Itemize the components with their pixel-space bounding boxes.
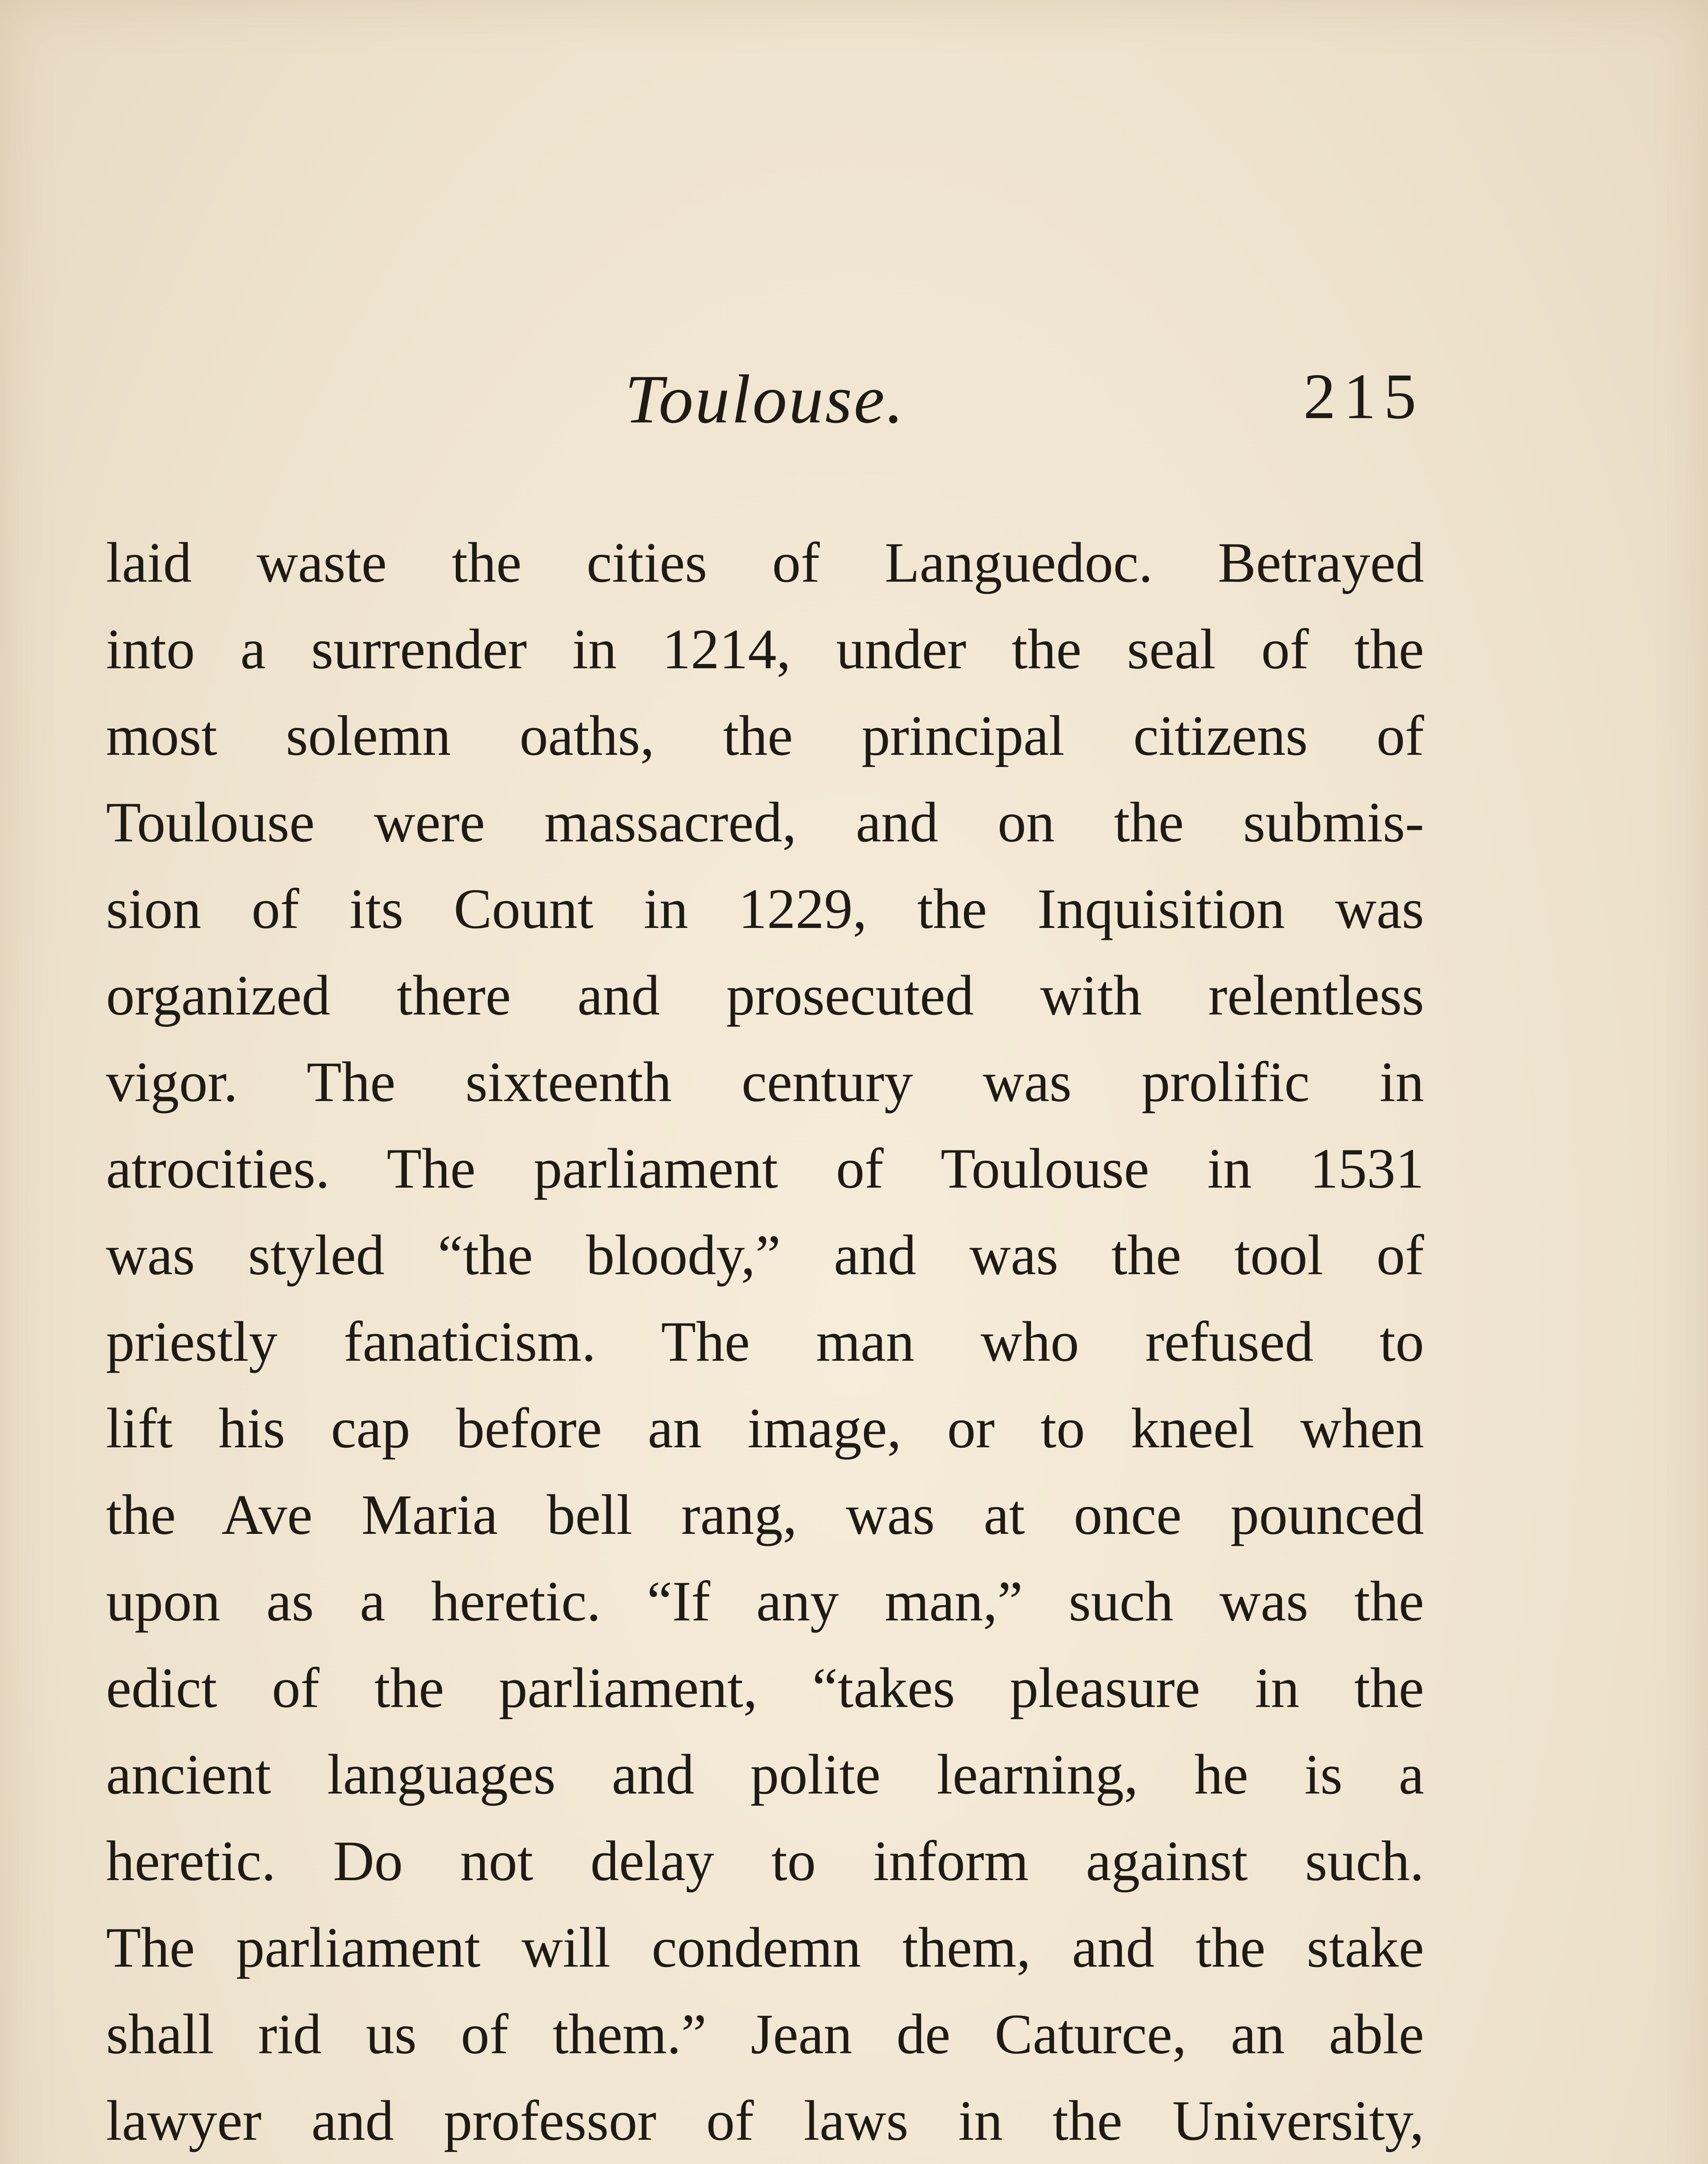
text-line: edict of the parliament, “takes pleasure in the [106, 1656, 1424, 1720]
text-line: lift his cap before an image, or to kneel when [106, 1396, 1424, 1460]
text-line: upon as a heretic. “If any man,” such was the [106, 1569, 1424, 1633]
text-line: sion of its Count in 1229, the Inquisition was [106, 877, 1424, 940]
text-line: most solemn oaths, the principal citizens of [106, 704, 1424, 767]
text-line: The parliament will condemn them, and the stake [106, 1916, 1424, 1979]
text-line: vigor. The sixteenth century was prolific in [106, 1050, 1424, 1114]
text-line: was styled “the bloody,” and was the tool of [106, 1223, 1424, 1287]
text-line: lawyer and professor of laws in the University, [106, 2089, 1424, 2152]
text-line: into a surrender in 1214, under the seal of the [106, 617, 1424, 681]
running-head [106, 359, 1424, 446]
text-line: organized there and prosecuted with relentless [106, 963, 1424, 1027]
text-line: Toulouse were massacred, and on the submis- [106, 790, 1424, 854]
text-line: heretic. Do not delay to inform against such. [106, 1829, 1424, 1893]
text-line: priestly fanaticism. The man who refused to [106, 1310, 1424, 1373]
text-line: shall rid us of them.” Jean de Caturce, an able [106, 2002, 1424, 2066]
text-line: ancient languages and polite learning, he is a [106, 1742, 1424, 1806]
running-title: Toulouse. [625, 361, 906, 438]
body-text [106, 519, 1424, 2164]
text-line: atrocities. The parliament of Toulouse in 1531 [106, 1137, 1424, 1200]
text-line: laid waste the cities of Languedoc. Betrayed [106, 531, 1424, 594]
page-number: 215 [1303, 361, 1424, 432]
text-line: the Ave Maria bell rang, was at once pounced [106, 1483, 1424, 1546]
